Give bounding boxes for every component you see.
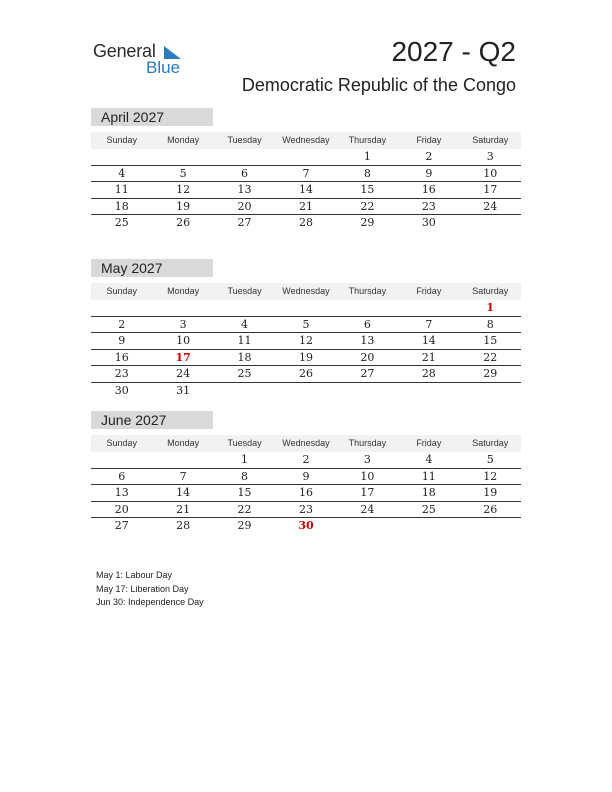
weekday-label: Thursday (348, 438, 387, 448)
day-cell: 4 (425, 453, 433, 466)
weekday-label: Wednesday (282, 286, 330, 296)
weekday-label: Saturday (472, 135, 509, 145)
week-row (91, 149, 521, 166)
weekday-label: Monday (167, 438, 200, 448)
day-cell: 28 (176, 519, 191, 532)
weekday-label: Monday (167, 286, 200, 296)
day-cell: 21 (298, 199, 313, 213)
weekday-label: Wednesday (282, 135, 330, 145)
month-april (91, 108, 521, 232)
weekday-label: Tuesday (227, 286, 262, 296)
weekday-label: Tuesday (227, 438, 262, 448)
day-cell: 3 (363, 453, 371, 466)
day-cell: 27 (237, 216, 252, 229)
day-cell: 16 (114, 350, 129, 364)
country-name: Democratic Republic of the Congo (241, 75, 516, 95)
week-row (91, 317, 521, 334)
week-row (91, 366, 521, 383)
week-row (91, 502, 521, 519)
day-cell: 18 (114, 199, 129, 213)
day-cell: 27 (360, 367, 375, 380)
week-row (91, 300, 521, 317)
day-cell: 19 (298, 350, 313, 364)
weekday-header-row (91, 435, 521, 452)
day-cell: 19 (483, 486, 498, 499)
day-cell: 26 (298, 367, 313, 380)
day-cell: 21 (421, 350, 436, 364)
week-row (91, 452, 521, 469)
holiday-day-cell: 1 (486, 301, 495, 314)
day-cell: 9 (425, 166, 433, 180)
day-cell: 15 (483, 334, 498, 347)
day-cell: 4 (118, 166, 126, 180)
day-cell: 30 (421, 216, 436, 229)
day-cell: 27 (114, 519, 129, 532)
day-cell: 20 (114, 502, 129, 516)
page-title: 2027 - Q2 (391, 36, 516, 67)
day-cell: 12 (176, 183, 191, 196)
day-cell: 15 (360, 183, 375, 196)
day-cell: 18 (237, 350, 252, 364)
day-cell: 29 (483, 367, 498, 380)
month-june (91, 411, 521, 535)
holiday-notes (96, 569, 204, 610)
day-cell (337, 300, 398, 316)
day-cell: 24 (176, 367, 191, 380)
week-row (91, 469, 521, 486)
week-row (91, 166, 521, 183)
day-cell: 20 (360, 350, 375, 364)
generalblue-logo (93, 41, 193, 81)
weekday-label: Thursday (348, 135, 387, 145)
day-cell: 15 (237, 486, 252, 499)
weekday-header-row (91, 283, 521, 300)
day-cell: 10 (483, 166, 498, 180)
day-cell: 1 (363, 150, 371, 163)
day-cell: 3 (179, 317, 187, 331)
day-cell: 3 (486, 150, 494, 163)
day-cell: 17 (360, 486, 375, 499)
day-cell: 7 (302, 166, 310, 180)
day-cell: 17 (483, 183, 498, 196)
day-cell (460, 215, 521, 232)
day-cell (460, 518, 521, 535)
day-cell: 25 (237, 367, 252, 380)
week-row (91, 485, 521, 502)
day-cell (337, 518, 398, 535)
holiday-day-cell: 30 (298, 519, 314, 532)
day-cell: 8 (241, 469, 249, 483)
day-cell: 28 (421, 367, 436, 380)
day-cell (91, 452, 152, 468)
day-cell: 28 (298, 216, 313, 229)
day-cell (275, 383, 336, 400)
day-cell: 5 (179, 166, 187, 180)
day-cell (337, 383, 398, 400)
day-cell (152, 149, 213, 165)
day-cell (152, 300, 213, 316)
day-cell (275, 149, 336, 165)
day-cell: 14 (421, 334, 436, 347)
day-cell: 25 (114, 216, 129, 229)
weekday-label: Wednesday (282, 438, 330, 448)
logo-general-text: General (93, 41, 156, 61)
day-cell (214, 149, 275, 165)
day-cell: 16 (298, 486, 313, 499)
month-title: April 2027 (91, 108, 213, 126)
day-cell: 29 (360, 216, 375, 229)
day-cell (91, 149, 152, 165)
weekday-label: Saturday (472, 438, 509, 448)
day-cell (214, 300, 275, 316)
day-cell: 13 (114, 486, 129, 499)
day-cell: 10 (360, 469, 375, 483)
day-cell: 4 (241, 317, 249, 331)
day-cell: 26 (176, 216, 191, 229)
day-cell: 23 (421, 199, 436, 213)
day-cell: 12 (298, 334, 313, 347)
day-cell: 1 (241, 453, 249, 466)
day-cell: 24 (360, 502, 375, 516)
week-row (91, 182, 521, 199)
day-cell: 24 (483, 199, 498, 213)
day-cell: 8 (486, 317, 494, 331)
day-cell: 20 (237, 199, 252, 213)
day-cell: 10 (176, 334, 191, 347)
day-cell: 7 (425, 317, 433, 331)
month-may (91, 259, 521, 399)
day-cell: 9 (302, 469, 310, 483)
day-cell: 9 (118, 334, 126, 347)
week-row (91, 383, 521, 400)
holiday-day-cell: 17 (175, 350, 191, 364)
day-cell: 2 (302, 453, 310, 466)
day-cell (398, 518, 459, 535)
day-cell (398, 300, 459, 316)
day-cell: 2 (118, 317, 126, 331)
day-cell: 7 (179, 469, 187, 483)
day-cell: 5 (486, 453, 494, 466)
day-cell: 6 (118, 469, 126, 483)
weekday-label: Sunday (106, 286, 137, 296)
day-cell: 11 (421, 469, 436, 483)
weekday-label: Sunday (106, 135, 137, 145)
weekday-label: Friday (416, 286, 442, 296)
day-cell: 13 (360, 334, 375, 347)
weekday-label: Saturday (472, 286, 509, 296)
day-cell: 14 (176, 486, 191, 499)
weekday-label: Tuesday (227, 135, 262, 145)
day-cell (214, 383, 275, 400)
week-row (91, 199, 521, 216)
day-cell: 22 (360, 199, 375, 213)
day-cell: 30 (114, 383, 129, 397)
day-cell: 25 (421, 502, 436, 516)
weekday-header-row (91, 132, 521, 149)
day-cell: 22 (237, 502, 252, 516)
logo-blue-text: Blue (146, 58, 181, 77)
day-cell: 26 (483, 502, 498, 516)
holiday-note: Jun 30: Independence Day (96, 597, 204, 607)
day-cell: 16 (421, 183, 436, 196)
day-cell: 23 (114, 367, 129, 380)
day-cell (275, 300, 336, 316)
weekday-label: Monday (167, 135, 200, 145)
weekday-label: Sunday (106, 438, 137, 448)
day-cell: 6 (241, 166, 249, 180)
week-row (91, 518, 521, 535)
day-cell: 19 (176, 199, 191, 213)
day-cell: 12 (483, 469, 498, 483)
day-cell: 13 (237, 183, 252, 196)
day-cell: 21 (176, 502, 191, 516)
day-cell: 29 (237, 519, 252, 532)
week-row (91, 350, 521, 367)
weekday-label: Friday (416, 135, 442, 145)
day-cell (460, 383, 521, 400)
day-cell: 18 (421, 486, 436, 499)
weekday-label: Thursday (348, 286, 387, 296)
day-cell: 31 (176, 383, 191, 397)
day-cell: 11 (237, 334, 252, 347)
day-cell (152, 452, 213, 468)
day-cell: 5 (302, 317, 310, 331)
day-cell (91, 300, 152, 316)
day-cell (398, 383, 459, 400)
day-cell: 6 (363, 317, 371, 331)
month-title: June 2027 (91, 411, 213, 429)
day-cell: 23 (298, 502, 313, 516)
day-cell: 22 (483, 350, 498, 364)
holiday-note: May 1: Labour Day (96, 570, 173, 580)
weekday-label: Friday (416, 438, 442, 448)
week-row (91, 215, 521, 232)
day-cell: 14 (298, 183, 313, 196)
month-title: May 2027 (91, 259, 213, 277)
holiday-note: May 17: Liberation Day (96, 583, 189, 594)
day-cell: 8 (363, 166, 371, 180)
week-row (91, 333, 521, 350)
day-cell: 11 (114, 183, 129, 196)
day-cell: 2 (425, 150, 433, 163)
